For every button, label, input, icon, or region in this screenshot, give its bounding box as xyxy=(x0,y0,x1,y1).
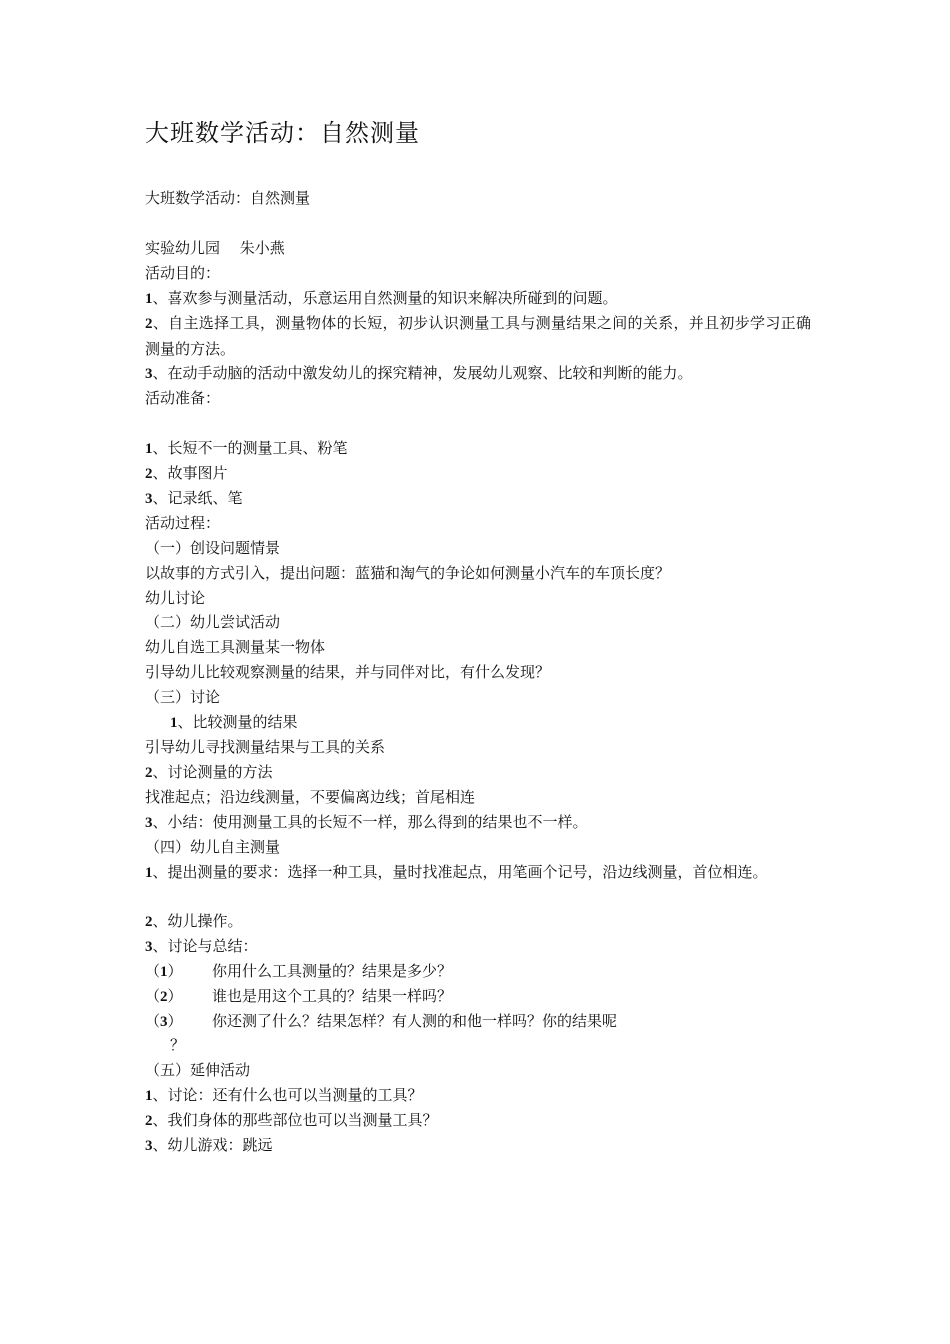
section-4-item-2-text: 、幼儿操作。 xyxy=(152,912,243,930)
section-4-item-3-text: 、讨论与总结： xyxy=(152,937,258,955)
goal-item-3-text: 、在动手动脑的活动中激发幼儿的探究精神，发展幼儿观察、比较和判断的能力。 xyxy=(152,364,693,382)
section-1-line-2: 幼儿讨论 xyxy=(145,589,206,607)
section-3-item-3-text: 、小结：使用测量工具的长短不一样，那么得到的结果也不一样。 xyxy=(152,813,588,831)
section-3-item-1-number: 1 xyxy=(170,715,178,731)
section-5-item-1 xyxy=(145,1085,423,1106)
goal-item-1 xyxy=(145,288,618,309)
section-4-item-2-number: 2 xyxy=(145,914,153,930)
section-5-item-3-text: 、幼儿游戏：跳远 xyxy=(152,1136,273,1154)
section-2-heading: （二）幼儿尝试活动 xyxy=(145,613,281,631)
question-1-marker xyxy=(145,961,183,982)
goal-item-2-number: 2 xyxy=(145,316,153,332)
section-3-heading: （三）讨论 xyxy=(145,688,221,706)
page-title: 大班数学活动：自然测量 xyxy=(145,119,420,147)
question-3-continuation: ？ xyxy=(170,1036,186,1054)
section-3-item-1 xyxy=(170,712,298,733)
section-1-line-1: 以故事的方式引入，提出问题：蓝猫和淘气的争论如何测量小汽车的车顶长度？ xyxy=(145,564,671,582)
prep-item-1 xyxy=(145,438,348,459)
section-4-item-1-text: 、提出测量的要求：选择一种工具，量时找准起点，用笔画个记号，沿边线测量，首位相连。 xyxy=(152,863,768,881)
section-2-line-2: 引导幼儿比较观察测量的结果，并与同伴对比，有什么发现？ xyxy=(145,663,551,681)
question-1-close-paren: ） xyxy=(167,962,183,980)
section-5-item-2 xyxy=(145,1110,438,1131)
goal-item-2 xyxy=(145,311,811,362)
section-3-item-2-text: 、讨论测量的方法 xyxy=(152,763,273,781)
goal-item-3-number: 3 xyxy=(145,366,153,382)
section-3-item-2-number: 2 xyxy=(145,765,153,781)
question-1-open-paren: （ xyxy=(145,962,161,980)
section-4-item-1 xyxy=(145,860,811,886)
prep-item-2 xyxy=(145,463,228,484)
question-3-close-paren: ） xyxy=(167,1012,183,1030)
question-2-text: 谁也是用这个工具的？结果一样吗？ xyxy=(212,987,453,1005)
section-3-line-1: 引导幼儿寻找测量结果与工具的关系 xyxy=(145,738,386,756)
question-3-open-paren: （ xyxy=(145,1012,161,1030)
question-2-open-paren: （ xyxy=(145,987,161,1005)
prep-item-3 xyxy=(145,488,243,509)
section-5-item-1-number: 1 xyxy=(145,1088,153,1104)
prep-item-1-number: 1 xyxy=(145,441,153,457)
subtitle: 大班数学活动：自然测量 xyxy=(145,189,311,207)
section-4-heading: （四）幼儿自主测量 xyxy=(145,838,281,856)
section-4-item-3 xyxy=(145,936,258,957)
question-1-number: 1 xyxy=(160,964,168,980)
question-2-number: 2 xyxy=(160,989,168,1005)
goal-item-2-text: 、自主选择工具，测量物体的长短，初步认识测量工具与测量结果之间的关系，并且初步学习正确测量的方法。 xyxy=(145,314,811,358)
question-3-text: 你还测了什么？结果怎样？有人测的和他一样吗？你的结果呢 xyxy=(212,1012,618,1030)
section-5-item-1-text: 、讨论：还有什么也可以当测量的工具？ xyxy=(152,1086,423,1104)
section-5-item-3-number: 3 xyxy=(145,1138,153,1154)
author-line: 实验幼儿园 朱小燕 xyxy=(145,239,285,257)
question-3-number: 3 xyxy=(160,1014,168,1030)
section-3-item-3-number: 3 xyxy=(145,815,153,831)
section-1-heading: （一）创设问题情景 xyxy=(145,539,281,557)
question-3-marker xyxy=(145,1011,183,1032)
prep-item-3-number: 3 xyxy=(145,491,153,507)
question-1-text: 你用什么工具测量的？结果是多少？ xyxy=(212,962,453,980)
prep-heading: 活动准备： xyxy=(145,389,221,407)
question-2-marker xyxy=(145,986,183,1007)
section-5-item-2-text: 、我们身体的那些部位也可以当测量工具？ xyxy=(152,1111,438,1129)
goal-item-1-number: 1 xyxy=(145,291,153,307)
prep-item-2-number: 2 xyxy=(145,466,153,482)
section-3-line-2: 找准起点；沿边线测量，不要偏离边线；首尾相连 xyxy=(145,788,476,806)
section-5-item-2-number: 2 xyxy=(145,1113,153,1129)
process-heading: 活动过程： xyxy=(145,514,221,532)
section-5-heading: （五）延伸活动 xyxy=(145,1061,251,1079)
question-2-close-paren: ） xyxy=(167,987,183,1005)
goal-item-3 xyxy=(145,363,693,384)
prep-item-3-text: 、记录纸、笔 xyxy=(152,489,243,507)
prep-item-2-text: 、故事图片 xyxy=(152,464,228,482)
section-4-item-1-number: 1 xyxy=(145,865,153,881)
section-4-item-3-number: 3 xyxy=(145,939,153,955)
section-5-item-3 xyxy=(145,1135,273,1156)
section-4-item-2 xyxy=(145,911,243,932)
goals-heading: 活动目的： xyxy=(145,264,221,282)
section-3-item-3 xyxy=(145,812,588,833)
section-2-line-1: 幼儿自选工具测量某一物体 xyxy=(145,638,326,656)
goal-item-1-text: 、喜欢参与测量活动，乐意运用自然测量的知识来解决所碰到的问题。 xyxy=(152,289,618,307)
prep-item-1-text: 、长短不一的测量工具、粉笔 xyxy=(152,439,348,457)
section-3-item-2 xyxy=(145,762,273,783)
section-3-item-1-text: 、比较测量的结果 xyxy=(177,713,298,731)
